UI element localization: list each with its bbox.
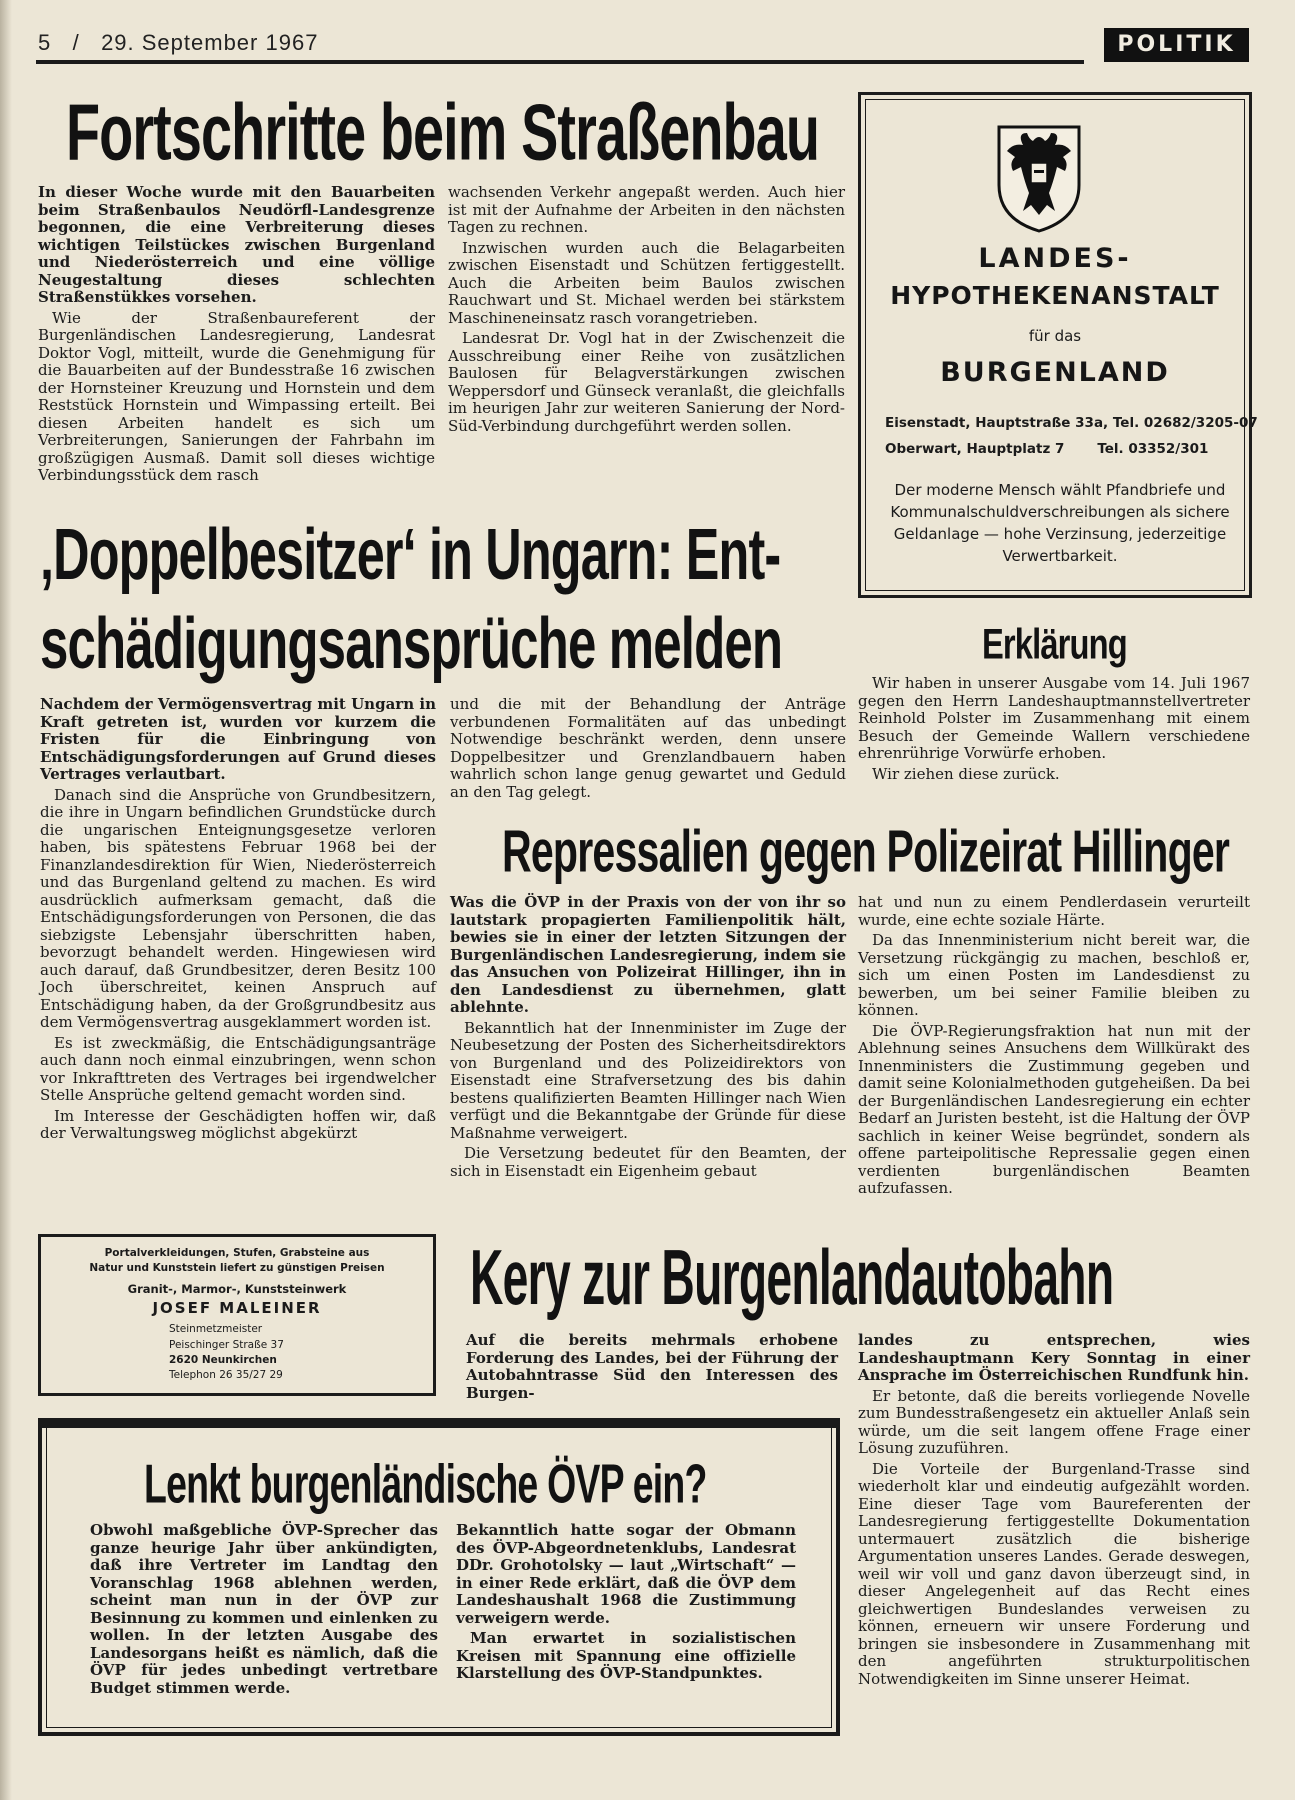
hungary-column-2 bbox=[450, 696, 846, 806]
hillinger-paragraph: Die Versetzung bedeutet für den Beamten, der sich in Eisenstadt ein Eigenheim gebaut bbox=[450, 1144, 846, 1180]
issue-date: 29. September 1967 bbox=[101, 30, 319, 55]
oevp-paragraph: Man erwartet in sozialistischen Kreisen mit Spannung eine offizielle Klarstellung des ÖVP-Standpunktes. bbox=[456, 1629, 796, 1682]
hillinger-column-1 bbox=[450, 894, 846, 1220]
stonemason-line: Portalverkleidungen, Stufen, Grabsteine aus bbox=[104, 1247, 370, 1259]
header-rule bbox=[36, 60, 1084, 64]
kery-column-1 bbox=[466, 1331, 838, 1402]
headline-roads: Fortschritte beim Straßenbau bbox=[66, 88, 820, 178]
oevp-paragraph: Obwohl maßgebliche ÖVP-Sprecher das ganze heurige Jahr über ankündigten, daß ihre Vertreter im Landtag den Voranschlag 1968 ablehnen werden, scheint man nun in der ÖVP zur Besinnung zu kommen und einlenken zu wollen. In der letzten Ausgabe des Landesorgans heißt es nämlich, daß die ÖVP für jedes unbedingt vertretbare Budget stimmen werde. bbox=[90, 1521, 438, 1697]
erklaerung-paragraph: Wir haben in unserer Ausgabe vom 14. Juli 1967 gegen den Herrn Landeshauptmannstellvertreter Reinhold Polster im Zusammenhang mit einem Besuch der Gemeinde Wallern verschiedene ehrenrührige Vorwürfe erhoben. bbox=[858, 674, 1250, 762]
stonemason-line: 2620 Neunkirchen bbox=[169, 1354, 277, 1366]
hillinger-paragraph: Bekanntlich hat der Innenminister im Zuge der Neubesetzung der Posten des Sicherheitsdirektors von Burgenland und des Polizeidirektors von Eisenstadt eine Strafversetzung des bis dahin bestens qualifizierten Beamten Hillinger nach Wien verfügt und die Bekanntgabe der Gründe für diese Maßnahme verweigert. bbox=[450, 1018, 846, 1142]
hungary-paragraph: und die mit der Behandlung der Anträge verbundenen Formalitäten auf das unbedingt Notwendige beschränkt werden, denn unsere Doppelbesitzer und Grenzlandbauern haben wahrlich schon lange genug gewartet und Geduld an den Tag gelegt. bbox=[450, 695, 846, 801]
burgenland-coat-of-arms-icon bbox=[993, 123, 1085, 233]
page-edge-shadow bbox=[0, 0, 12, 1800]
hillinger-lead: Was die ÖVP in der Praxis von der von ihr so lautstark propagierten Familienpolitik hält, bewies sie in einer der letzten Sitzungen der Burgenländischen Landesregierung, indem sie das Ansuchen von Polizeirat Hillinger, ihn in den Landesdienst zu übernehmen, glatt ablehnte. bbox=[450, 893, 846, 1016]
page-header bbox=[38, 30, 318, 56]
headline-kery: Kery zur Burgenlandautobahn bbox=[470, 1233, 1114, 1321]
kery-paragraph: Die Vorteile der Burgenland-Trasse sind wiederholt klar und eindeutig aufgezählt worden. Eine dieser Tage vom Baureferenten der Landesregierung fertiggestellte Dokumentation untermauert zusätzlich die bisherige Argumentation unseres Landes. Gerade deswegen, weil wir voll und ganz davon überzeugt sind, in dieser Angelegenheit auf das Recht eines gleichwertigen Bundeslandes verweisen zu können, erneuern wir unsere Forderung und bringen sie insbesondere in Zusammenhang mit den angeführten strukturpolitischen Notwendigkeiten im Sinne unserer Heimat. bbox=[858, 1459, 1250, 1688]
bank-advertisement bbox=[858, 92, 1258, 598]
bank-address-eisenstadt: Eisenstadt, Hauptstraße 33a, Tel. 02682/3205-07 bbox=[885, 415, 1258, 431]
hungary-column-1 bbox=[40, 696, 436, 1218]
page-number: 5 bbox=[38, 30, 52, 55]
hungary-paragraph: Im Interesse der Geschädigten hoffen wir, daß der Verwaltungsweg möglichst abgekürzt bbox=[40, 1106, 436, 1142]
roads-paragraph: Landesrat Dr. Vogl hat in der Zwischenzeit die Ausschreibung einer Reihe von zusätzlichen Baulosen für Belagverstärkungen zwischen Weppersdorf und Günseck veranlaßt, die gleichfalls im heurigen Jahr zur weiteren Sanierung der Nord-Süd-Verbindung durchgeführt werden sollen. bbox=[448, 329, 845, 435]
bank-region: BURGENLAND bbox=[940, 357, 1170, 388]
bank-slogan: Der moderne Mensch wählt Pfandbriefe und Kommunalschuldverschreibungen als sichere Geldanlage — hohe Verzinsung, jederzeitige Verwertbarkeit. bbox=[890, 481, 1230, 565]
headline-hillinger: Repressalien gegen Polizeirat Hillinger bbox=[502, 818, 1230, 886]
hungary-paragraph: Es ist zweckmäßig, die Entschädigungsanträge auch dann noch einmal einzubringen, wenn schon vor Inkrafttreten des Vertrages bei irgendwelcher Stelle Ansprüche geltend gemacht worden sind. bbox=[40, 1033, 436, 1104]
stonemason-line: Steinmetzmeister bbox=[169, 1323, 263, 1335]
bank-name-line1: LANDES- bbox=[978, 243, 1132, 274]
oevp-article-frame bbox=[38, 1418, 840, 1736]
erklaerung-column bbox=[858, 675, 1250, 811]
hungary-paragraph: Danach sind die Ansprüche von Grundbesitzern, die ihre in Ungarn befindlichen Grundstücke durch die ungarischen Enteignungsgesetze verloren haben, bis spätestens Februar 1968 bei der Finanzlandesdirektion für Wien, Niederösterreich und das Burgenland geltend zu machen. Es wird ausdrücklich aufmerksam gemacht, daß die Entschädigungsforderungen von Personen, die das siebzigste Lebensjahr überschritten haben, bevorzugt behandelt werden. Hingewiesen wird auch darauf, daß Grundbesitzer, deren Besitz 100 Joch überschreitet, keinen Anspruch auf Entschädigung haben, da der Großgrundbesitz aus dem Vermögensvertrag ausgeklammert worden ist. bbox=[40, 785, 436, 1031]
stonemason-line: Granit-, Marmor-, Kunststeinwerk bbox=[127, 1282, 347, 1296]
hungary-lead: Nachdem der Vermögensvertrag mit Ungarn in Kraft getreten ist, wurden vor kurzem die Fristen für die Einbringung von Entschädigungsforderungen auf Grund dieses Vertrages verlautbart. bbox=[40, 695, 436, 783]
oevp-column-1 bbox=[90, 1522, 438, 1722]
roads-column-1 bbox=[38, 184, 435, 500]
stonemason-name: JOSEF MALEINER bbox=[152, 1299, 322, 1317]
header-separator: / bbox=[72, 30, 80, 55]
stonemason-advertisement bbox=[38, 1234, 436, 1396]
kery-lead: landes zu entsprechen, wies Landeshauptmann Kery Sonntag in einer Ansprache im Österreichischen Rundfunk hin. bbox=[858, 1331, 1250, 1384]
stonemason-line: Telephon 26 35/27 29 bbox=[169, 1369, 283, 1381]
roads-lead: In dieser Woche wurde mit den Bauarbeiten beim Straßenbaulos Neudörfl-Landesgrenze begonnen, die eine Verbreiterung dieses wichtigen Teilstückes zwischen Burgenland und Niederösterreich und eine völlige Neugestaltung dieses schlechten Straßenstükkes vorsehen. bbox=[38, 183, 435, 306]
oevp-column-2 bbox=[456, 1522, 796, 1722]
kery-paragraph: Er betonte, daß die bereits vorliegende Novelle zum Bundesstraßengesetz ein aktueller Anlaß sein würde, um die seit langem offene Frage einer Lösung zuzuführen. bbox=[858, 1386, 1250, 1457]
roads-paragraph: Wie der Straßenbaureferent der Burgenländischen Landesregierung, Landesrat Doktor Vogl, mitteilt, wurde die Genehmigung für die Bauarbeiten auf der Bundesstraße 16 zwischen der Hornsteiner Kreuzung und Hornstein und dem Reststück Hornstein und Wimpassing erteilt. Bei diesen Arbeiten handelt es sich um Verbreiterungen, Sanierungen der Fahrbahn im großzügigen Ausmaß. Damit soll dieses wichtige Verbindungsstück dem rasch bbox=[38, 308, 435, 484]
bank-name-line2: HYPOTHEKENANSTALT bbox=[890, 281, 1220, 310]
section-label: POLITIK bbox=[1104, 28, 1249, 62]
hillinger-paragraph: hat und nun zu einem Pendlerdasein verurteilt wurde, eine echte soziale Härte. bbox=[858, 893, 1250, 929]
bank-fuer-das: für das bbox=[1028, 327, 1082, 345]
stonemason-line: Natur und Kunststein liefert zu günstigen Preisen bbox=[89, 1262, 385, 1274]
headline-hungary-line2: schädigungsansprüche melden bbox=[40, 603, 783, 684]
hillinger-column-2 bbox=[858, 894, 1250, 1220]
erklaerung-paragraph: Wir ziehen diese zurück. bbox=[872, 764, 1060, 783]
stonemason-line: Peischinger Straße 37 bbox=[169, 1339, 284, 1351]
hillinger-paragraph: Die ÖVP-Regierungsfraktion hat nun mit der Ablehnung seines Ansuchens dem Willkürakt des Innenministers die Zustimmung gegeben und damit seine Kolonialmethoden gutgeheißen. Da bei der Burgenländischen Landesregierung ein echter Bedarf an Juristen besteht, ist die Haltung der ÖVP sachlich in keiner Weise begründet, sondern als offene parteipolitische Repressalie gegen einen verdienten burgenländischen Beamten aufzufassen. bbox=[858, 1021, 1250, 1197]
bank-address-oberwart: Oberwart, Hauptplatz 7 Tel. 03352/301 bbox=[885, 441, 1209, 457]
kery-column-2 bbox=[858, 1332, 1250, 1728]
headline-erklaerung: Erklärung bbox=[982, 621, 1127, 669]
roads-paragraph: wachsenden Verkehr angepaßt werden. Auch hier ist mit der Aufnahme der Arbeiten in den nächsten Tagen zu rechnen. bbox=[448, 183, 845, 236]
oevp-paragraph: Bekanntlich hatte sogar der Obmann des ÖVP-Abgeordnetenklubs, Landesrat DDr. Grohotolsky — laut „Wirtschaft“ — in einer Rede erklärt, daß die ÖVP dem Landeshaushalt 1968 die Zustimmung verweigern werde. bbox=[456, 1521, 796, 1627]
headline-oevp: Lenkt burgenländische ÖVP ein? bbox=[144, 1454, 707, 1515]
headline-hungary-line1: ‚Doppelbesitzer‘ in Ungarn: Ent- bbox=[40, 514, 781, 595]
roads-column-2 bbox=[448, 184, 845, 500]
kery-lead: Auf die bereits mehrmals erhobene Forderung des Landes, bei der Führung der Autobahntrasse Süd den Interessen des Burgen- bbox=[466, 1331, 838, 1402]
roads-paragraph: Inzwischen wurden auch die Belagarbeiten zwischen Eisenstadt und Schützen fertiggestellt. Auch die Arbeiten beim Baulos zwischen Rauchwart und St. Michael werden bei stärkstem Maschineneinsatz rasch vorangetrieben. bbox=[448, 238, 845, 327]
hillinger-paragraph: Da das Innenministerium nicht bereit war, die Versetzung rückgängig zu machen, beschloß er, sich um einen Posten im Landesdienst zu bewerben, um bei seiner Familie bleiben zu können. bbox=[858, 931, 1250, 1019]
